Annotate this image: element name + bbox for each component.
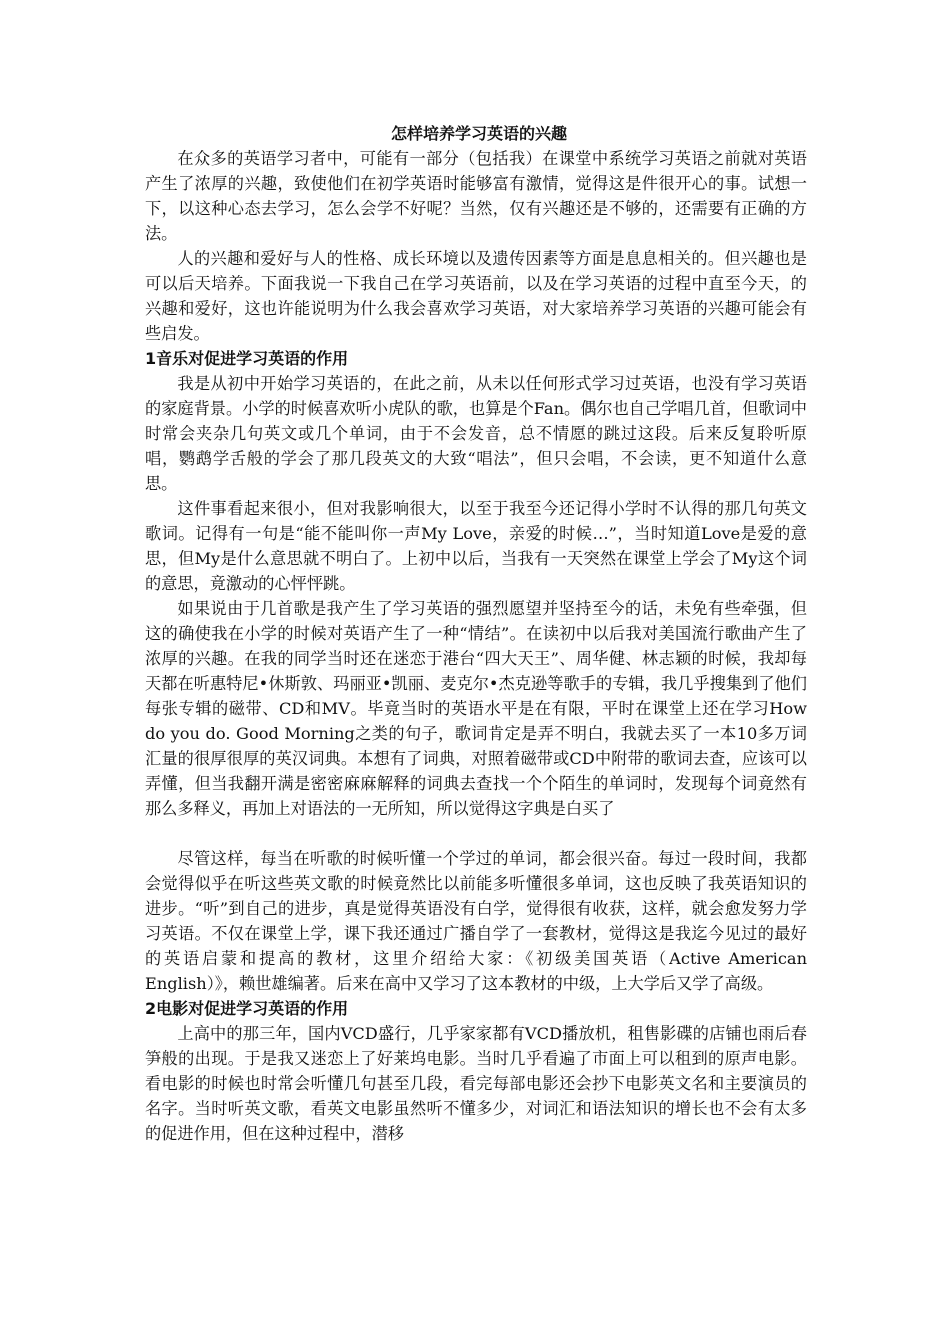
intro-paragraph: 人的兴趣和爱好与人的性格、成长环境以及遗传因素等方面是息息相关的。但兴趣也是可以后天培养。下面我说一下我自己在学习英语前，以及在学习英语的过程中直至今天，的兴趣和爱好，这也许能说明为什么我会喜欢学习英语，对大家培养学习英语的兴趣可能会有些启发。 <box>145 249 807 343</box>
body-paragraph: 上高中的那三年，国内VCD盛行，几乎家家都有VCD播放机，租售影碟的店铺也雨后春笋般的出现。于是我又迷恋上了好莱坞电影。当时几乎看遍了市面上可以租到的原声电影。看电影的时候也时常会听懂几句甚至几段，看完每部电影还会抄下电影英文名和主要演员的名字。当时听英文歌，看英文电影虽然听不懂多少，对词汇和语法知识的增长也不会有太多的促进作用，但在这种过程中，潜移 <box>145 1024 807 1143</box>
document-page <box>145 121 807 1146</box>
body-paragraph: 我是从初中开始学习英语的，在此之前，从未以任何形式学习过英语，也没有学习英语的家庭背景。小学的时候喜欢听小虎队的歌，也算是个Fan。偶尔也自己学唱几首，但歌词中时常会夹杂几句英文或几个单词，由于不会发音，总不情愿的跳过这段。后来反复聆听原唱，鹦鹉学舌般的学会了那几段英文的大致“唱法”，但只会唱，不会读，更不知道什么意思。 <box>145 374 807 493</box>
blank-line <box>145 821 807 846</box>
body-paragraph: 这件事看起来很小，但对我影响很大，以至于我至今还记得小学时不认得的那几句英文歌词。记得有一句是“能不能叫你一声My Love，亲爱的时候…”，当时知道Love是爱的意思，但My是什么意思就不明白了。上初中以后，当我有一天突然在课堂上学会了My这个词的意思，竟激动的心怦怦跳。 <box>145 499 807 593</box>
intro-paragraph: 在众多的英语学习者中，可能有一部分（包括我）在课堂中系统学习英语之前就对英语产生了浓厚的兴趣，致使他们在初学英语时能够富有激情，觉得这是件很开心的事。试想一下，以这种心态去学习，怎么会学不好呢？当然，仅有兴趣还是不够的，还需要有正确的方法。 <box>145 149 807 243</box>
body-paragraph: 尽管这样，每当在听歌的时候听懂一个学过的单词，都会很兴奋。每过一段时间，我都会觉得似乎在听这些英文歌的时候竟然比以前能多听懂很多单词，这也反映了我英语知识的进步。“听”到自己的进步，真是觉得英语没有白学，觉得很有收获，这样，就会愈发努力学习英语。不仅在课堂上学，课下我还通过广播自学了一套教材，觉得这是我迄今见过的最好的英语启蒙和提高的教材，这里介绍给大家：《初级美国英语（Active American English）》，赖世雄编著。后来在高中又学习了这本教材的中级，上大学后又学了高级。 <box>145 849 807 993</box>
document-title: 怎样培养学习英语的兴趣 <box>390 124 567 143</box>
section-heading-film: 2电影对促进学习英语的作用 <box>145 999 349 1018</box>
section-heading-music: 1音乐对促进学习英语的作用 <box>145 349 349 368</box>
body-paragraph: 如果说由于几首歌是我产生了学习英语的强烈愿望并坚持至今的话，未免有些牵强，但这的确使我在小学的时候对英语产生了一种“情结”。在读初中以后我对美国流行歌曲产生了浓厚的兴趣。在我的同学当时还在迷恋于港台“四大天王”、周华健、林志颖的时候，我却每天都在听惠特尼•休斯敦、玛丽亚•凯丽、麦克尔•杰克逊等歌手的专辑，我几乎搜集到了他们每张专辑的磁带、CD和MV。毕竟当时的英语水平是在有限，平时在课堂上还在学习How do you do. Good Morning之类的句子，歌词肯定是弄不明白，我就去买了一本10多万词汇量的很厚很厚的英汉词典。本想有了词典，对照着磁带或CD中附带的歌词去查，应该可以弄懂，但当我翻开满是密密麻麻解释的词典去查找一个个陌生的单词时，发现每个词竟然有那么多释义，再加上对语法的一无所知，所以觉得这字典是白买了 <box>145 599 807 818</box>
